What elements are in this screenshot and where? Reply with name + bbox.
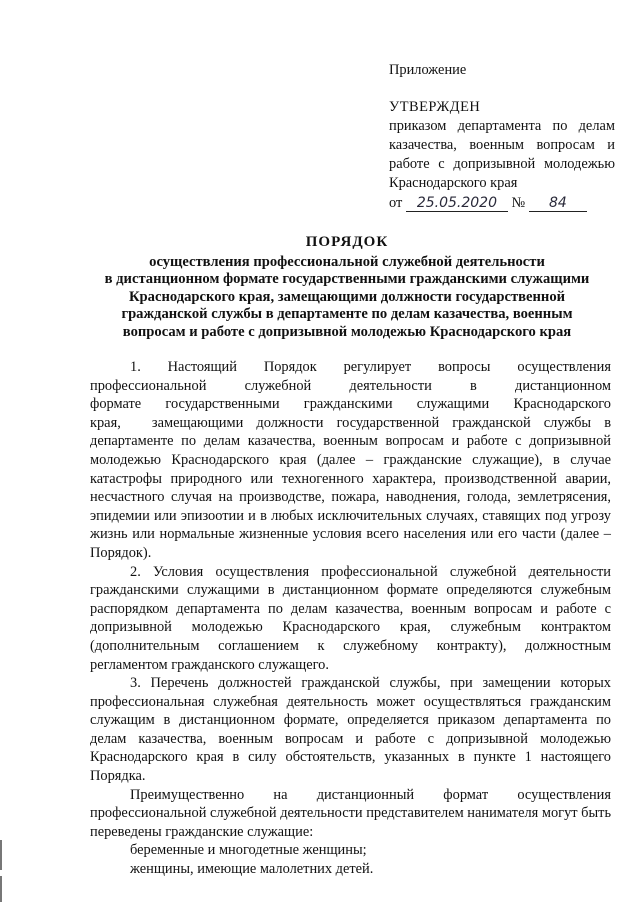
handwritten-date: 25.05.2020 [406, 195, 508, 212]
paragraph-4: Преимущественно на дистанционный формат осуществления профессиональной служебной деятельности представителем нанимателя могут быть переведены гражданские служащие: [90, 786, 612, 840]
paragraph-3: 3. Перечень должностей гражданской службы, при замещении которых профессиональная служебная деятельность может осуществляться гражданским служащим в дистанционном формате, определяется приказом департамента по делам казачества, военным вопросам и работе с допризывной молодежью Краснодарского края в силу обстоятельств, указанных в пункте 1 настоящего Порядка. [90, 675, 611, 785]
approval-date-line [389, 194, 615, 216]
paragraph-1-start: 1. Настоящий Порядок регулирует вопросы осуществления профессиональной служебной деятельности в дистанционном формате государственными гражданскими служащими Краснодарского края, [90, 359, 611, 431]
appendix-label: Приложение [389, 62, 467, 78]
order-line: приказом департамента по делам [389, 118, 615, 134]
paragraph-1 [90, 358, 611, 563]
title-line: в дистанционном формате государственными гражданскими служащими [104, 271, 590, 287]
document-body [90, 358, 611, 879]
approved-label: УТВЕРЖДЕН [389, 99, 481, 115]
scan-margin-mark [0, 876, 2, 902]
title-main: ПОРЯДОК [305, 234, 389, 250]
approval-order-text [389, 117, 615, 193]
document-title [86, 234, 608, 341]
list-item: беременные и многодетные женщины; [130, 842, 367, 859]
list-item: женщины, имеющие малолетних детей. [130, 861, 374, 878]
order-line: работе с допризывной молодежью [389, 156, 615, 172]
scan-margin-mark [0, 840, 2, 870]
title-line: Краснодарского края, замещающими должности государственной [128, 288, 566, 305]
paragraph-2: 2. Условия осуществления профессиональной служебной деятельности гражданскими служащими в дистанционном формате определяются служебным распорядком департамента по делам казачества, военным вопросам и работе с допризывной молодежью Краснодарского края, служебным контрактом (дополнительным соглашением к служебному контракту), должностным регламентом гражданского служащего. [90, 563, 611, 673]
order-line: казачества, военным вопросам и [389, 137, 615, 153]
order-line: Краснодарского края [389, 175, 518, 191]
date-prefix: от [389, 195, 403, 211]
title-line: осуществления профессиональной служебной деятельности [149, 253, 545, 270]
approval-block [389, 61, 615, 216]
title-line: гражданской службы в департаменте по делам казачества, военным [121, 306, 573, 322]
number-prefix: № [511, 195, 526, 211]
handwritten-number: 84 [529, 195, 587, 212]
paragraph-1-rest: замещающими должности государственной гражданской службы в департаменте по делам казачества, военным вопросам и работе с допризывной молодежью Краснодарского края (далее – гражданские служащие), в случае катастрофы природного или техногенного характера, производственной аварии, несчастного случая на производстве, пожара, наводнения, голода, землетрясения, эпидемии или эпизоотии и в любых исключительных случаях, ставящих под угрозу жизнь или нормальные жизненные условия всего населения или его части (далее – Порядок). [90, 414, 611, 561]
title-line: вопросам и работе с допризывной молодежью Краснодарского края [122, 323, 572, 340]
